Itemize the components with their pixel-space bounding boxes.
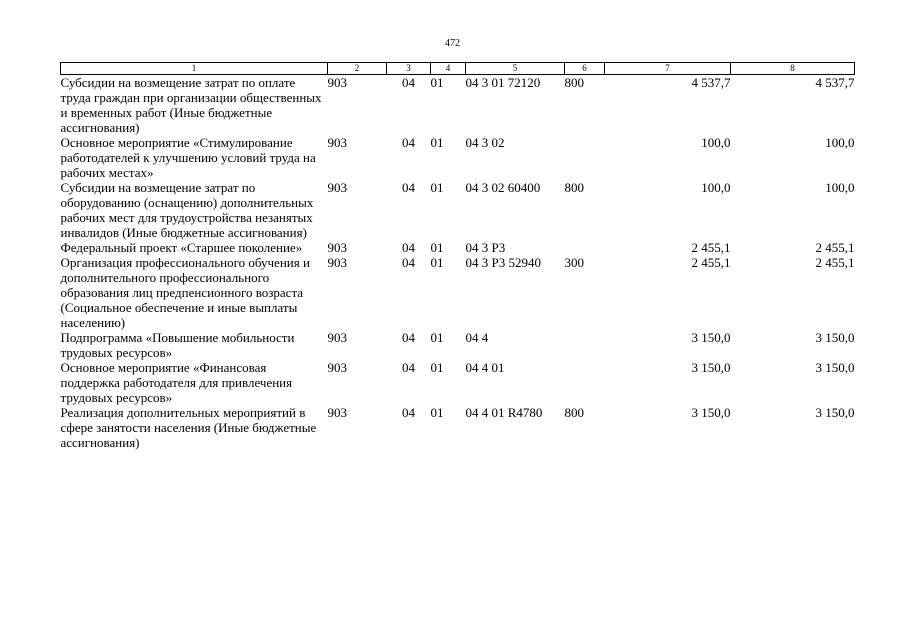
- expense-type-code: 300: [564, 255, 584, 270]
- column-header: 6: [565, 63, 605, 75]
- subsection-code: 01: [430, 135, 444, 150]
- amount-col-8: 2 455,1: [815, 255, 855, 270]
- subsection-code: 01: [430, 75, 444, 90]
- section-code: 04: [402, 360, 415, 375]
- target-article-code: 04 3 P3 52940: [465, 255, 541, 270]
- amount-col-8: 100,0: [825, 135, 855, 150]
- section-code: 04: [402, 180, 415, 195]
- subsection-code: 01: [430, 240, 444, 255]
- expense-type-code: [565, 240, 605, 255]
- section-code: 04: [402, 135, 415, 150]
- column-number-header: [61, 63, 855, 75]
- subsection-code: 01: [430, 405, 444, 420]
- amount-col-7: 4 537,7: [691, 75, 731, 90]
- column-header: 8: [731, 63, 855, 75]
- amount-col-7: 100,0: [701, 135, 731, 150]
- table-row: [61, 180, 855, 240]
- table-row: [61, 135, 855, 180]
- amount-col-8: 4 537,7: [815, 75, 855, 90]
- column-header: 1: [61, 63, 328, 75]
- section-code: 04: [402, 405, 415, 420]
- ministry-code: 903: [327, 255, 347, 270]
- amount-col-8: 3 150,0: [815, 330, 855, 345]
- amount-col-7: 2 455,1: [691, 255, 731, 270]
- amount-col-8: 3 150,0: [815, 405, 855, 420]
- ministry-code: 903: [327, 240, 347, 255]
- table-row: [61, 240, 855, 255]
- column-header: 7: [605, 63, 731, 75]
- ministry-code: 903: [327, 405, 347, 420]
- item-name: Организация профессионального обучения и дополнительного профессионального образования лиц предпенсионного возраста (Социальное обеспечение и иные выплаты населению): [60, 255, 310, 330]
- ministry-code: 903: [327, 75, 347, 90]
- item-name: Основное мероприятие «Стимулирование работодателей к улучшению условий труда на рабочих местах»: [60, 135, 316, 180]
- item-name: Субсидии на возмещение затрат по оборудованию (оснащению) дополнительных рабочих мест для трудоустройства незанятых инвалидов (Иные бюджетные ассигнования): [60, 180, 314, 240]
- ministry-code: 903: [327, 135, 347, 150]
- amount-col-8: 100,0: [825, 180, 855, 195]
- target-article-code: 04 4 01: [465, 360, 505, 375]
- column-header: 2: [328, 63, 387, 75]
- subsection-code: 01: [430, 360, 444, 375]
- item-name: Федеральный проект «Старшее поколение»: [60, 240, 303, 255]
- subsection-code: 01: [430, 330, 444, 345]
- item-name: Подпрограмма «Повышение мобильности трудовых ресурсов»: [60, 330, 295, 360]
- amount-col-7: 100,0: [701, 180, 731, 195]
- expense-type-code: 800: [564, 180, 584, 195]
- table-row: [61, 360, 855, 405]
- item-name: Реализация дополнительных мероприятий в сфере занятости населения (Иные бюджетные ассигнования): [60, 405, 317, 450]
- section-code: 04: [402, 255, 415, 270]
- column-header: 5: [466, 63, 565, 75]
- column-header: 3: [387, 63, 431, 75]
- amount-col-7: 2 455,1: [691, 240, 731, 255]
- section-code: 04: [402, 75, 415, 90]
- target-article-code: 04 3 02 60400: [465, 180, 541, 195]
- target-article-code: 04 4 01 R4780: [465, 405, 543, 420]
- item-name: Субсидии на возмещение затрат по оплате труда граждан при организации общественных и временных работ (Иные бюджетные ассигнования): [60, 75, 322, 135]
- section-code: 04: [402, 330, 415, 345]
- amount-col-8: 3 150,0: [815, 360, 855, 375]
- page-number: 472: [445, 38, 460, 49]
- table-row: [61, 255, 855, 330]
- target-article-code: 04 4: [465, 330, 489, 345]
- budget-table: [60, 62, 855, 450]
- section-code: 04: [402, 240, 415, 255]
- amount-col-7: 3 150,0: [691, 330, 731, 345]
- table-row: [61, 405, 855, 450]
- ministry-code: 903: [327, 360, 347, 375]
- table-row: [61, 75, 855, 136]
- target-article-code: 04 3 P3: [465, 240, 506, 255]
- subsection-code: 01: [430, 255, 444, 270]
- ministry-code: 903: [327, 180, 347, 195]
- subsection-code: 01: [430, 180, 444, 195]
- expense-type-code: [565, 360, 605, 405]
- amount-col-7: 3 150,0: [691, 360, 731, 375]
- target-article-code: 04 3 02: [465, 135, 505, 150]
- amount-col-7: 3 150,0: [691, 405, 731, 420]
- expense-type-code: 800: [564, 405, 584, 420]
- column-header: 4: [431, 63, 466, 75]
- ministry-code: 903: [327, 330, 347, 345]
- amount-col-8: 2 455,1: [815, 240, 855, 255]
- expense-type-code: [565, 135, 605, 180]
- expense-type-code: 800: [564, 75, 584, 90]
- item-name: Основное мероприятие «Финансовая поддержка работодателя для привлечения трудовых ресурсов»: [60, 360, 293, 405]
- target-article-code: 04 3 01 72120: [465, 75, 541, 90]
- expense-type-code: [565, 330, 605, 360]
- table-row: [61, 330, 855, 360]
